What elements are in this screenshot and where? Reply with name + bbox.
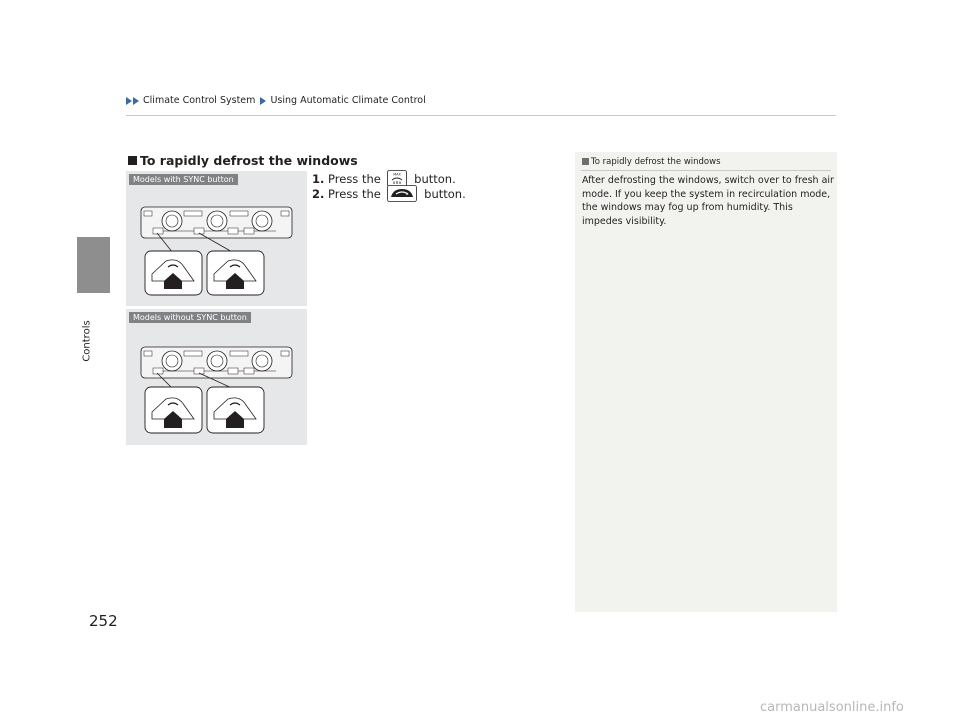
breadcrumb-arrow-icon <box>133 97 139 105</box>
side-tab-label[interactable]: Controls <box>81 320 93 362</box>
breadcrumb-arrow-icon <box>126 97 132 105</box>
header-divider <box>126 115 836 116</box>
figure-label: Models with SYNC button <box>129 174 238 185</box>
heading-square-icon <box>128 156 137 165</box>
note-title <box>582 157 721 167</box>
page-number: 252 <box>89 612 118 630</box>
step-number: 1. <box>312 172 325 186</box>
note-marker-icon <box>582 158 589 165</box>
breadcrumb <box>126 95 426 106</box>
svg-text:MAX: MAX <box>393 172 402 177</box>
watermark: carmanualsonline.info <box>760 700 904 715</box>
control-panel-illustration <box>126 171 307 306</box>
breadcrumb-arrow-icon <box>260 97 266 105</box>
breadcrumb-section[interactable]: Climate Control System <box>143 95 256 106</box>
control-panel-illustration <box>126 309 307 445</box>
note-divider <box>581 170 831 171</box>
figure-label: Models without SYNC button <box>129 312 251 323</box>
side-note <box>575 152 837 612</box>
heading-text: To rapidly defrost the windows <box>140 153 358 168</box>
note-title-text: To rapidly defrost the windows <box>591 157 721 167</box>
note-body: After defrosting the windows, switch over to fresh air mode. If you keep the system in recirculation mode, the windows may fog up from humidity. This impedes visibility. <box>582 175 834 227</box>
step-number: 2. <box>312 187 325 201</box>
section-heading <box>128 153 358 168</box>
step-text-before: Press the <box>328 172 381 186</box>
side-tab-marker <box>77 237 110 293</box>
step-text-before: Press the <box>328 187 381 201</box>
breadcrumb-subsection[interactable]: Using Automatic Climate Control <box>270 95 426 106</box>
step-2 <box>312 185 466 205</box>
step-text-after: button. <box>424 187 466 201</box>
figure-with-sync <box>126 171 307 306</box>
recirculation-icon <box>387 185 417 205</box>
step-text-after: button. <box>414 172 456 186</box>
figure-without-sync <box>126 309 307 445</box>
